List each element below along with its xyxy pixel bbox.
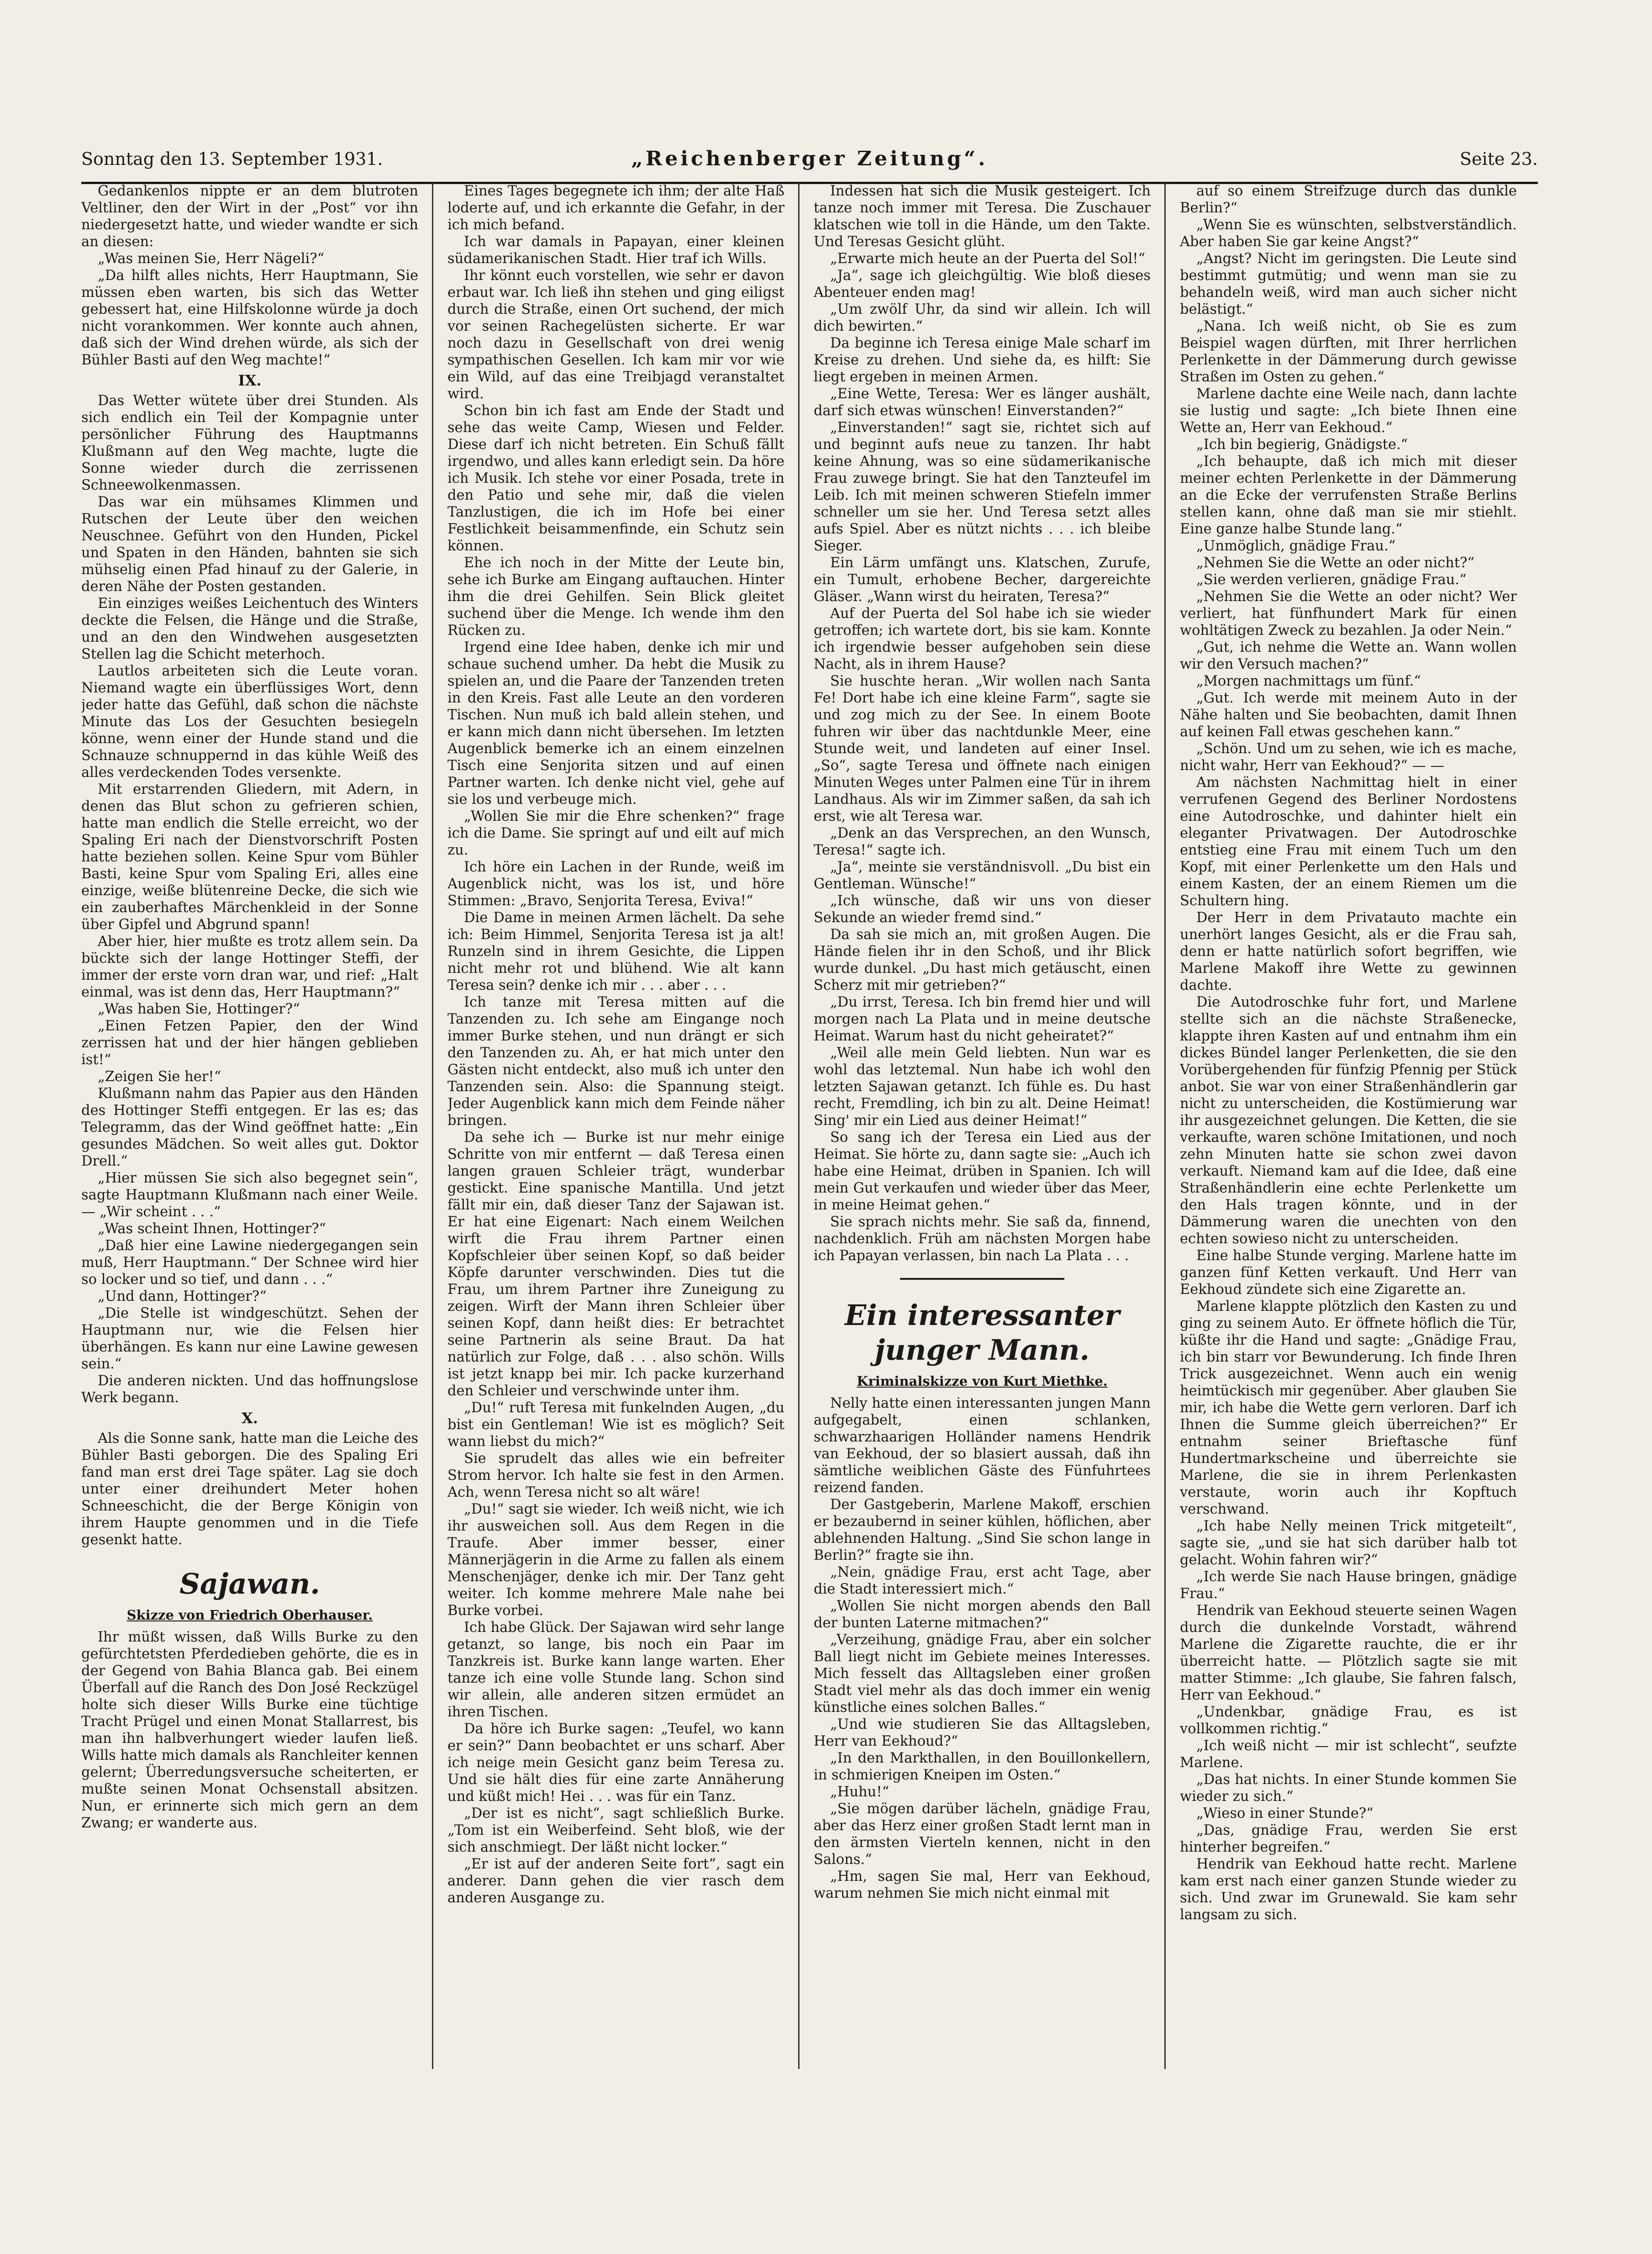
page-header [81, 145, 1538, 184]
paragraph: Die anderen nickten. Und das hoffnungslose Werk begann. [81, 1373, 418, 1406]
story-title: Ein interessanter junger Mann. [844, 1299, 1120, 1367]
paragraph: Irgend eine Idee haben, denke ich mir und schaue suchend umher. Da hebt die Musik zu spielen an, und die Paare der Tanzenden treten in den Kreis. Fast alle Leute an den vorderen Tischen. Nun muß ich bald allein stehen, und er kann mich dann nicht übersehen. Im letzten Augenblick bemerke ich an einem einzelnen Tisch eine Senjorita sitzen und auf einen Partner warten. Ich denke nicht viel, gehe auf sie los und verbeuge mich. [447, 639, 784, 808]
paragraph: Schon bin ich fast am Ende der Stadt und sehe das weite Camp, Wiesen und Felder. Diese darf ich nicht betreten. Ein Schuß fällt irgendwo, und alles kann erledigt sein. Da höre ich Musik. Ich stehe vor einer Posada, trete in den Patio und sehe mir, daß die vielen Tanzlustigen, die ich im Hofe bei einer Festlichkeit beisammenfinde, ein Schutz sein können. [447, 403, 784, 554]
paragraph: „Der ist es nicht“, sagt schließlich Burke. „Tom ist ein Weiberfeind. Seht bloß, wie der sich anschmiegt. Der läßt nicht locker.“ [447, 1805, 784, 1855]
paragraph: Ich war damals in Papayan, einer kleinen südamerikanischen Stadt. Hier traf ich Wills. [447, 234, 784, 267]
paragraph: Sie sprudelt das alles wie ein befreiter Strom hervor. Ich halte sie fest in den Armen. Ach, wenn Teresa nicht so alt wäre! [447, 1451, 784, 1500]
paragraph: „Verzeihung, gnädige Frau, aber ein solcher Ball liegt nicht im Gebiete meines Interesses. Mich fesselt das Alltagsleben einer großen Stadt viel mehr als das doch immer ein wenig künstliche eines solchen Balles.“ [814, 1632, 1151, 1716]
paragraph: „Erwarte mich heute an der Puerta del Sol!“ [830, 251, 1146, 267]
paragraph: „Hm, sagen Sie mal, Herr van Eekhoud, warum nehmen Sie mich nicht einmal mit [814, 1869, 1151, 1901]
paragraph: „Unmöglich, gnädige Frau.“ [1196, 538, 1396, 554]
paragraph: „Was meinen Sie, Herr Nägeli?“ [98, 251, 325, 267]
paragraph: „Was scheint Ihnen, Hottinger?“ [98, 1221, 326, 1237]
paragraph: „Sie mögen darüber lächeln, gnädige Frau, aber das Herz einer großen Stadt lernt man in den ärmsten Vierteln kennen, nicht in den Salons.“ [814, 1801, 1151, 1868]
paragraph: Als die Sonne sank, hatte man die Leiche des Bühler Basti geborgen. Die des Spaling Eri fand man erst drei Tage später. Lag sie doch unter einer dreihundert Meter hohen Schneeschicht, die der Berge Königin von ihrem Haupte genommen und in die Tiefe gesenkt hatte. [81, 1431, 418, 1548]
paragraph: Marlene dachte eine Weile nach, dann lachte sie lustig und sagte: „Ich biete Ihnen eine Wette an, Herr van Eekhoud.“ [1180, 386, 1517, 436]
paragraph: „Zeigen Sie her!“ [98, 1069, 221, 1085]
paragraph: Die Autodroschke fuhr fort, und Marlene stellte sich an die nächste Straßenecke, klappte ihren Kasten auf und entnahm ihm ein dickes Bündel langer Perlenketten, die sie den Vorübergehenden für fünfzig Pfennig per Stück anbot. Sie war von einer Straßenhändlerin gar nicht zu unterscheiden, die Kostümierung war ihr ausgezeichnet gelungen. Die Ketten, die sie verkaufte, waren schöne Imitationen, und noch zehn Minuten hatte sie schon zwei davon verkauft. Niemand kam auf die Idee, daß eine Straßenhändlerin eine echte Perlenkette um den Hals tragen könnte, und in der Dämmerung waren die unechten von den echten sowieso nicht zu unterscheiden. [1180, 994, 1517, 1247]
story-byline: Kriminalskizze von Kurt Miethke. [857, 1373, 1108, 1389]
paragraph: Ich höre ein Lachen in der Runde, weiß im Augenblick nicht, was los ist, und höre Stimmen: „Bravo, Senjorita Teresa, Eviva!“ [447, 859, 784, 909]
section-number: IX. [238, 372, 262, 389]
paragraph: Nelly hatte einen interessanten jungen Mann aufgegabelt, einen schlanken, schwarzhaarigen Holländer namens Hendrik van Eekhoud, der so blasiert aussah, daß ihn sämtliche weiblichen Gäste des Fünfuhrtees reizend fanden. [814, 1395, 1151, 1496]
section-number: X. [242, 1409, 258, 1427]
paragraph: „Ich werde Sie nach Hause bringen, gnädige Frau.“ [1180, 1569, 1517, 1602]
paragraph: „Angst? Nicht im geringsten. Die Leute sind bestimmt gutmütig; und wenn man sie zu behandeln weiß, wird man auch sicher nicht belästigt.“ [1180, 251, 1517, 317]
paragraph: „Denk an das Versprechen, an den Wunsch, Teresa!“ sagte ich. [814, 825, 1151, 858]
paragraph: „Die Stelle ist windgeschützt. Sehen der Hauptmann nur, wie die Felsen hier überhängen. Es kann nur eine Lawine gewesen sein.“ [81, 1305, 418, 1372]
paragraph: Eines Tages begegnete ich ihm; der alte Haß loderte auf, und ich erkannte die Gefahr, in der ich mich befand. [447, 183, 784, 233]
paragraph: „Nana. Ich weiß nicht, ob Sie es zum Beispiel wagen dürften, mit Ihrer herrlichen Perlenkette in der Dämmerung durch gewisse Straßen im Osten zu gehen.“ [1180, 318, 1517, 385]
paragraph: Gedankenlos nippte er an dem blutroten Veltliner, den der Wirt in der „Post“ vor ihn niedergesetzt hatte, und wieder wandte er sich an diesen: [81, 183, 418, 250]
paragraph: „Nein, gnädige Frau, erst acht Tage, aber die Stadt interessiert mich.“ [814, 1564, 1151, 1597]
paragraph: „Um zwölf Uhr, da sind wir allein. Ich will dich bewirten.“ [814, 301, 1151, 334]
page-number: Seite 23. [1460, 149, 1538, 169]
column-4 [1180, 183, 1517, 2087]
paragraph: „Sie werden verlieren, gnädige Frau.“ [1196, 572, 1467, 588]
paragraph: Ihr müßt wissen, daß Wills Burke zu den gefürchtetsten Pferdedieben gehörte, die es in der Gegend von Bahia Blanca gab. Bei einem Überfall auf die Ranch des Don José Reckzügel holte sich dieser Wills Burke eine tüchtige Tracht Prügel und einen Monat Stallarrest, bis man ihn halbverhungert wieder laufen ließ. Wills hatte mich damals als Ranchleiter kennen gelernt; Überredungsversuche scheiterten, er mußte seinen Monat Ochsenstall absitzen. Nun, er erinnerte sich mich gern an dem Zwang; er wanderte aus. [81, 1629, 418, 1831]
paragraph: Da sehe ich — Burke ist nur mehr einige Schritte von mir entfernt — daß Teresa einen langen grauen Schleier trägt, wunderbar gestickt. Eine spanische Mantilla. Und jetzt fällt mir ein, daß dieser Tanz der Sajawan ist. Er hat eine Eigenart: Nach einem Weilchen wirft die Frau ihrem Partner einen Kopfschleier über seinen Kopf, so daß beider Köpfe darunter verschwinden. Dies tut die Frau, um ihrem Partner ihre Zuneigung zu zeigen. Wirft der Mann ihren Schleier über seinen Kopf, dann heißt dies: Er betrachtet seine Partnerin als seine Braut. Da hat natürlich zur Folge, daß . . . also schön. Wills ist jetzt knapp bei mir. Ich packe kurzerhand den Schleier und verschwinde unter ihm. [447, 1130, 784, 1399]
paragraph: Sie huschte heran. „Wir wollen nach Santa Fe! Dort habe ich eine kleine Farm“, sagte sie und zog mich zu der See. In einem Boote fuhren wir über das nachtdunkle Meer, eine Stunde weit, und landeten auf einer Insel. „So“, sagte Teresa und öffnete nach einigen Minuten Weges unter Palmen eine Tür in ihrem Landhaus. Als wir im Zimmer saßen, da sah ich erst, wie alt Teresa war. [814, 673, 1151, 824]
paragraph: „Eine Wette, Teresa: Wer es länger aushält, darf sich etwas wünschen! Einverstanden?“ [814, 386, 1151, 419]
paragraph: „Ja“, sage ich gleichgültig. Wie bloß dieses Abenteuer enden mag! [814, 268, 1151, 301]
paragraph: „In den Markthallen, in den Bouillonkellern, in schmierigen Kneipen im Osten.“ [814, 1750, 1151, 1783]
paragraph: „Nehmen Sie die Wette an oder nicht?“ [1196, 555, 1475, 571]
paragraph: „Undenkbar, gnädige Frau, es ist vollkommen richtig.“ [1180, 1704, 1517, 1737]
paragraph: Eine halbe Stunde verging. Marlene hatte im ganzen fünf Ketten verkauft. Und Herr van Eekhoud zündete sich eine Zigarette an. [1180, 1248, 1517, 1298]
paragraph: Mit erstarrenden Gliedern, mit Adern, in denen das Blut schon zu gefrieren schien, hatte man endlich die Stelle erreicht, wo der Spaling Eri nach der Dienstvorschrift Posten hatte beziehen sollen. Keine Spur vom Bühler Basti, keine Spur vom Spaling Eri, alles eine einzige, weiße blütenreine Decke, die sich wie ein zauberhaftes Märchenkleid in der Sonne über Gipfel und Abgrund spann! [81, 781, 418, 933]
paragraph: Hendrik van Eekhoud steuerte seinen Wagen durch die dunkelnde Vorstadt, während Marlene die Zigarette rauchte, die er ihr überreicht hatte. — Plötzlich sagte sie mit matter Stimme: „Ich glaube, Sie fahren falsch, Herr van Eekhoud.“ [1180, 1603, 1517, 1703]
paragraph: „Ja“, meinte sie verständnisvoll. „Du bist ein Gentleman. Wünsche!“ [814, 859, 1151, 892]
paragraph: Ehe ich noch in der Mitte der Leute bin, sehe ich Burke am Eingang auftauchen. Hinter ihm die drei Gehilfen. Sein Blick gleitet suchend über die Menge. Ich wende ihm den Rücken zu. [447, 555, 784, 639]
paragraph: Aber hier, hier mußte es trotz allem sein. Da bückte sich der lange Hottinger Steffi, der immer der erste vorn dran war, und rief: „Halt einmal, was ist denn das, Herr Hauptmann?“ [81, 934, 418, 1000]
paragraph: Der Herr in dem Privatauto machte ein unerhört langes Gesicht, als er die Frau sah, denn er hatte natürlich sofort begriffen, wie Marlene Makoff ihre Wette zu gewinnen dachte. [1180, 910, 1517, 993]
story-title: Sajawan. [179, 1567, 320, 1600]
paragraph: „Ich weiß nicht — mir ist schlecht“, seufzte Marlene. [1180, 1738, 1517, 1771]
paragraph: „Daß hier eine Lawine niedergegangen sein muß, Herr Hauptmann.“ Der Schnee wird hier so locker und so tief, und dann . . .“ [81, 1238, 418, 1288]
column-rule [1164, 183, 1166, 2069]
paragraph: „Da hilft alles nichts, Herr Hauptmann, Sie müssen eben warten, bis sich das Wetter gebessert hat, eine Hilfskolonne würde ja doch nicht vorankommen. Wer konnte auch ahnen, daß sich der Wind drehen würde, als sich der Bühler Basti auf den Weg machte!“ [81, 268, 418, 368]
paragraph: „Und dann, Hottinger?“ [98, 1288, 267, 1304]
paragraph: Die Dame in meinen Armen lächelt. Da sehe ich: Beim Himmel, Senjorita Teresa ist ja alt! Runzeln sind in ihrem Gesichte, die Lippen nicht mehr rot und blühend. Wie alt kann Teresa sein? denke ich mir . . . aber . . . [447, 910, 784, 993]
paragraph: „Was haben Sie, Hottinger?“ [98, 1001, 300, 1017]
paragraph: Lautlos arbeiteten sich die Leute voran. Niemand wagte ein überflüssiges Wort, denn jeder hatte das Gefühl, daß schon die nächste Minute das Los der Gesuchten besiegeln könne, wenn einer der Hunde stand und die Schnauze schnuppernd in das kühle Weiß des alles verdeckenden Todes versenkte. [81, 663, 418, 781]
paragraph: Das Wetter wütete über drei Stunden. Als sich endlich ein Teil der Kompagnie unter persönlicher Führung des Hauptmanns Klußmann auf den Weg machte, lugte die Sonne wieder durch die zerrissenen Schneewolkenmassen. [81, 393, 418, 493]
paragraph: „Wollen Sie mir die Ehre schenken?“ frage ich die Dame. Sie springt auf und eilt auf mich zu. [447, 808, 784, 858]
paragraph: „Du!“ ruft Teresa mit funkelnden Augen, „du bist ein Gentleman! Wie ist es möglich? Seit wann liebst du mich?“ [447, 1400, 784, 1450]
paragraph: „Einen Fetzen Papier, den der Wind zerrissen hat und der hier hängen geblieben ist!“ [81, 1018, 418, 1068]
paragraph: Das war ein mühsames Klimmen und Rutschen der Leute über den weichen Neuschnee. Geführt von den Hunden, Pickel und Spaten in den Händen, bahnten sie sich mühselig einen Pfad hinauf zu der Galerie, in deren Nähe der Posten gestanden. [81, 494, 418, 595]
newspaper-title: „Reichenberger Zeitung“. [631, 147, 988, 170]
paragraph: „Ich bin begierig, Gnädigste.“ [1196, 437, 1408, 453]
paragraph: „Das hat nichts. In einer Stunde kommen Sie wieder zu sich.“ [1180, 1772, 1517, 1805]
story-separator [900, 1278, 1064, 1280]
column-3 [814, 183, 1151, 2087]
issue-date: Sonntag den 13. September 1931. [81, 149, 383, 169]
paragraph: „Du irrst, Teresa. Ich bin fremd hier und will morgen nach La Plata und in meine deutsche Heimat. Warum hast du nicht geheiratet?“ [814, 994, 1151, 1044]
paragraph: auf so einem Streifzuge durch das dunkle Berlin?“ [1180, 183, 1517, 216]
column-2 [447, 183, 784, 2087]
paragraph: „Wollen Sie nicht morgen abends den Ball der bunten Laterne mitmachen?“ [814, 1598, 1151, 1631]
column-rule [798, 183, 800, 2069]
paragraph: Da höre ich Burke sagen: „Teufel, wo kann er sein?“ Dann beobachtet er uns scharf. Aber ich neige mein Gesicht ganz beim Teresa zu. Und sie hält dies für eine zarte Annäherung und küßt mich! Hei . . . was für ein Tanz. [447, 1721, 784, 1805]
paragraph: Auf der Puerta del Sol habe ich sie wieder getroffen; ich wartete dort, bis sie kam. Konnte ich irgendwie besser aufgehoben sein diese Nacht, als in ihrem Hause? [814, 606, 1151, 672]
story-byline: Skizze von Friedrich Oberhauser. [126, 1607, 373, 1623]
paragraph: „Und wie studieren Sie das Alltagsleben, Herr van Eekhoud?“ [814, 1716, 1151, 1749]
paragraph: „Einverstanden!“ sagt sie, richtet sich auf und beginnt aufs neue zu tanzen. Ihr habt keine Ahnung, was so eine südamerikanische Frau zuwege bringt. Sie hat den Tanzteufel im Leib. Ich mit meinen schweren Stiefeln immer schneller um sie her. Und Teresa setzt alles aufs Spiel. Aber es nützt nichts . . . ich bleibe Sieger. [814, 420, 1151, 554]
paragraph: Ich habe Glück. Der Sajawan wird sehr lange getanzt, so lange, bis noch ein Paar im Tanzkreis ist. Burke kann lange warten. Eher tanze ich eine volle Stunde lang. Schon sind wir allein, alle anderen sitzen ermüdet an ihren Tischen. [447, 1620, 784, 1720]
paragraph: Da sah sie mich an, mit großen Augen. Die Hände fielen ihr in den Schoß, und ihr Blick wurde dunkel. „Du hast mich getäuscht, einen Scherz mit mir getrieben?“ [814, 927, 1151, 993]
paragraph: „Ich habe Nelly meinen Trick mitgeteilt“, sagte sie, „und sie hat sich darüber halb tot gelacht. Wohin fahren wir?“ [1180, 1518, 1517, 1568]
paragraph: Marlene klappte plötzlich den Kasten zu und ging zu seinem Auto. Er öffnete höflich die Tür, küßte ihr die Hand und sagte: „Gnädige Frau, ich bin starr vor Bewunderung. Ich finde Ihren Trick ausgezeichnet. Wenn auch ein wenig heimtückisch mir gegenüber. Aber glauben Sie mir, ich habe die Wette gern verloren. Darf ich Ihnen die Summe gleich überreichen?“ Er entnahm seiner Brieftasche fünf Hundertmarkscheine und überreichte sie Marlene, die sie in ihrem Perlenkasten verstaute, worin auch ihr Kopftuch verschwand. [1180, 1299, 1517, 1517]
paragraph: Am nächsten Nachmittag hielt in einer verrufenen Gegend des Berliner Nordostens eine Autodroschke, und dahinter hielt ein eleganter Privatwagen. Der Autodroschke entstieg eine Frau mit einem Tuch um den Kopf, mit einer Perlenkette um den Hals und einem Kasten, der an einem Riemen um die Schultern hing. [1180, 775, 1517, 909]
paragraph: Ich tanze mit Teresa mitten auf die Tanzenden zu. Ich sehe am Eingange noch immer Burke stehen, und nun drängt er sich den Tanzenden zu. Ah, er hat mich unter den Gästen nicht entdeckt, also muß ich unter den Tanzenden sein. Also: die Spannung steigt. Jeder Augenblick kann mich dem Feinde näher bringen. [447, 994, 784, 1129]
paragraph: „Gut, ich nehme die Wette an. Wann wollen wir den Versuch machen?“ [1180, 639, 1517, 672]
paragraph: Klußmann nahm das Papier aus den Händen des Hottinger Steffi entgegen. Er las es; das Telegramm, das der Wind geöffnet hatte: „Ein gesundes Mädchen. So weit alles gut. Doktor Drell.“ [81, 1086, 418, 1169]
paragraph: „Du!“ sagt sie wieder. Ich weiß nicht, wie ich ihr ausweichen soll. Aus dem Regen in die Traufe. Aber immer besser, einer Männerjägerin in die Arme zu fallen als einem Menschenjäger, denke ich mir. Der Tanz geht weiter. Ich komme mehrere Male nahe bei Burke vorbei. [447, 1501, 784, 1619]
paragraph: „Hier müssen Sie sich also begegnet sein“, sagte Hauptmann Klußmann nach einer Weile. — „Wir scheint . . .“ [81, 1170, 418, 1220]
paragraph: Ein einziges weißes Leichentuch des Winters deckte die Felsen, die Hänge und die Straße, und an den den Windwehen ausgesetzten Stellen lag die Schicht meterhoch. [81, 596, 418, 662]
column-rule [432, 183, 433, 2069]
paragraph: „Weil alle mein Geld liebten. Nun war es wohl das letztemal. Nun habe ich wohl den letzten Sajawan getanzt. Ich fühle es. Du hast recht, Fremdling, ich bin zu alt. Deine Heimat! Sing' mir ein Lied aus deiner Heimat!“ [814, 1045, 1151, 1129]
paragraph: „Huhu!“ [830, 1784, 889, 1800]
paragraph: So sang ich der Teresa ein Lied aus der Heimat. Sie hörte zu, dann sagte sie: „Auch ich habe eine Heimat, drüben in Spanien. Ich will mein Gut verkaufen und wieder über das Meer, in meine Heimat gehen.“ [814, 1130, 1151, 1213]
paragraph: „Wieso in einer Stunde?“ [1196, 1805, 1373, 1821]
paragraph: „Ich wünsche, daß wir uns von dieser Sekunde an wieder fremd sind.“ [814, 893, 1151, 926]
paragraph: Ihr könnt euch vorstellen, wie sehr er davon erbaut war. Ich ließ ihn stehen und ging eiligst durch die Straße, einen Ort suchend, der mich vor seinen Rachegelüsten sicherte. Er war noch dazu in Gesellschaft von drei wenig sympathischen Gesellen. Ich kam mir vor wie ein Wild, auf das eine Treibjagd veranstaltet wird. [447, 268, 784, 402]
paragraph: „Er ist auf der anderen Seite fort“, sagt ein anderer. Dann gehen die vier rasch dem anderen Ausgange zu. [447, 1856, 784, 1906]
paragraph: Hendrik van Eekhoud hatte recht. Marlene kam erst nach einer ganzen Stunde wieder zu sich. Und zwar im Grunewald. Sie kam sehr langsam zu sich. [1180, 1856, 1517, 1923]
paragraph: „Gut. Ich werde mit meinem Auto in der Nähe halten und Sie beobachten, damit Ihnen auf keinen Fall etwas geschehen kann.“ [1180, 690, 1517, 740]
paragraph: „Nehmen Sie die Wette an oder nicht? Wer verliert, hat fünfhundert Mark für einen wohltätigen Zweck zu bezahlen. Ja oder Nein.“ [1180, 589, 1517, 639]
paragraph: „Morgen nachmittags um fünf.“ [1196, 673, 1421, 689]
paragraph: Da beginne ich Teresa einige Male scharf im Kreise zu drehen. Und siehe da, es hilft: Sie liegt ergeben in meinen Armen. [814, 335, 1151, 385]
paragraph: Der Gastgeberin, Marlene Makoff, erschien er bezaubernd in seiner kühlen, höflichen, aber ablehnenden Haltung. „Sind Sie schon lange in Berlin?“ fragte sie ihn. [814, 1497, 1151, 1563]
paragraph: „Das, gnädige Frau, werden Sie erst hinterher begreifen.“ [1180, 1822, 1517, 1855]
paragraph: „Schön. Und um zu sehen, wie ich es mache, nicht wahr, Herr van Eekhoud?“ — — [1180, 741, 1517, 774]
column-1 [81, 183, 418, 2087]
paragraph: „Wenn Sie es wünschten, selbstverständlich. Aber haben Sie gar keine Angst?“ [1180, 217, 1517, 250]
paragraph: Sie sprach nichts mehr. Sie saß da, finnend, nachdenklich. Früh am nächsten Morgen habe ich Papayan verlassen, bin nach La Plata . . . [814, 1214, 1151, 1264]
paragraph: Indessen hat sich die Musik gesteigert. Ich tanze noch immer mit Teresa. Die Zuschauer klatschen wie toll in die Hände, um den Takte. Und Teresas Gesicht glüht. [814, 183, 1151, 250]
paragraph: Ein Lärm umfängt uns. Klatschen, Zurufe, ein Tumult, erhobene Becher, dargereichte Gläser. „Wann wirst du heiraten, Teresa?“ [814, 555, 1151, 605]
paragraph: „Ich behaupte, daß ich mich mit dieser meiner echten Perlenkette in der Dämmerung an die Ecke der verrufensten Straße Berlins stellen kann, ohne daß man sie mir stiehlt. Eine ganze halbe Stunde lang.“ [1180, 454, 1517, 537]
